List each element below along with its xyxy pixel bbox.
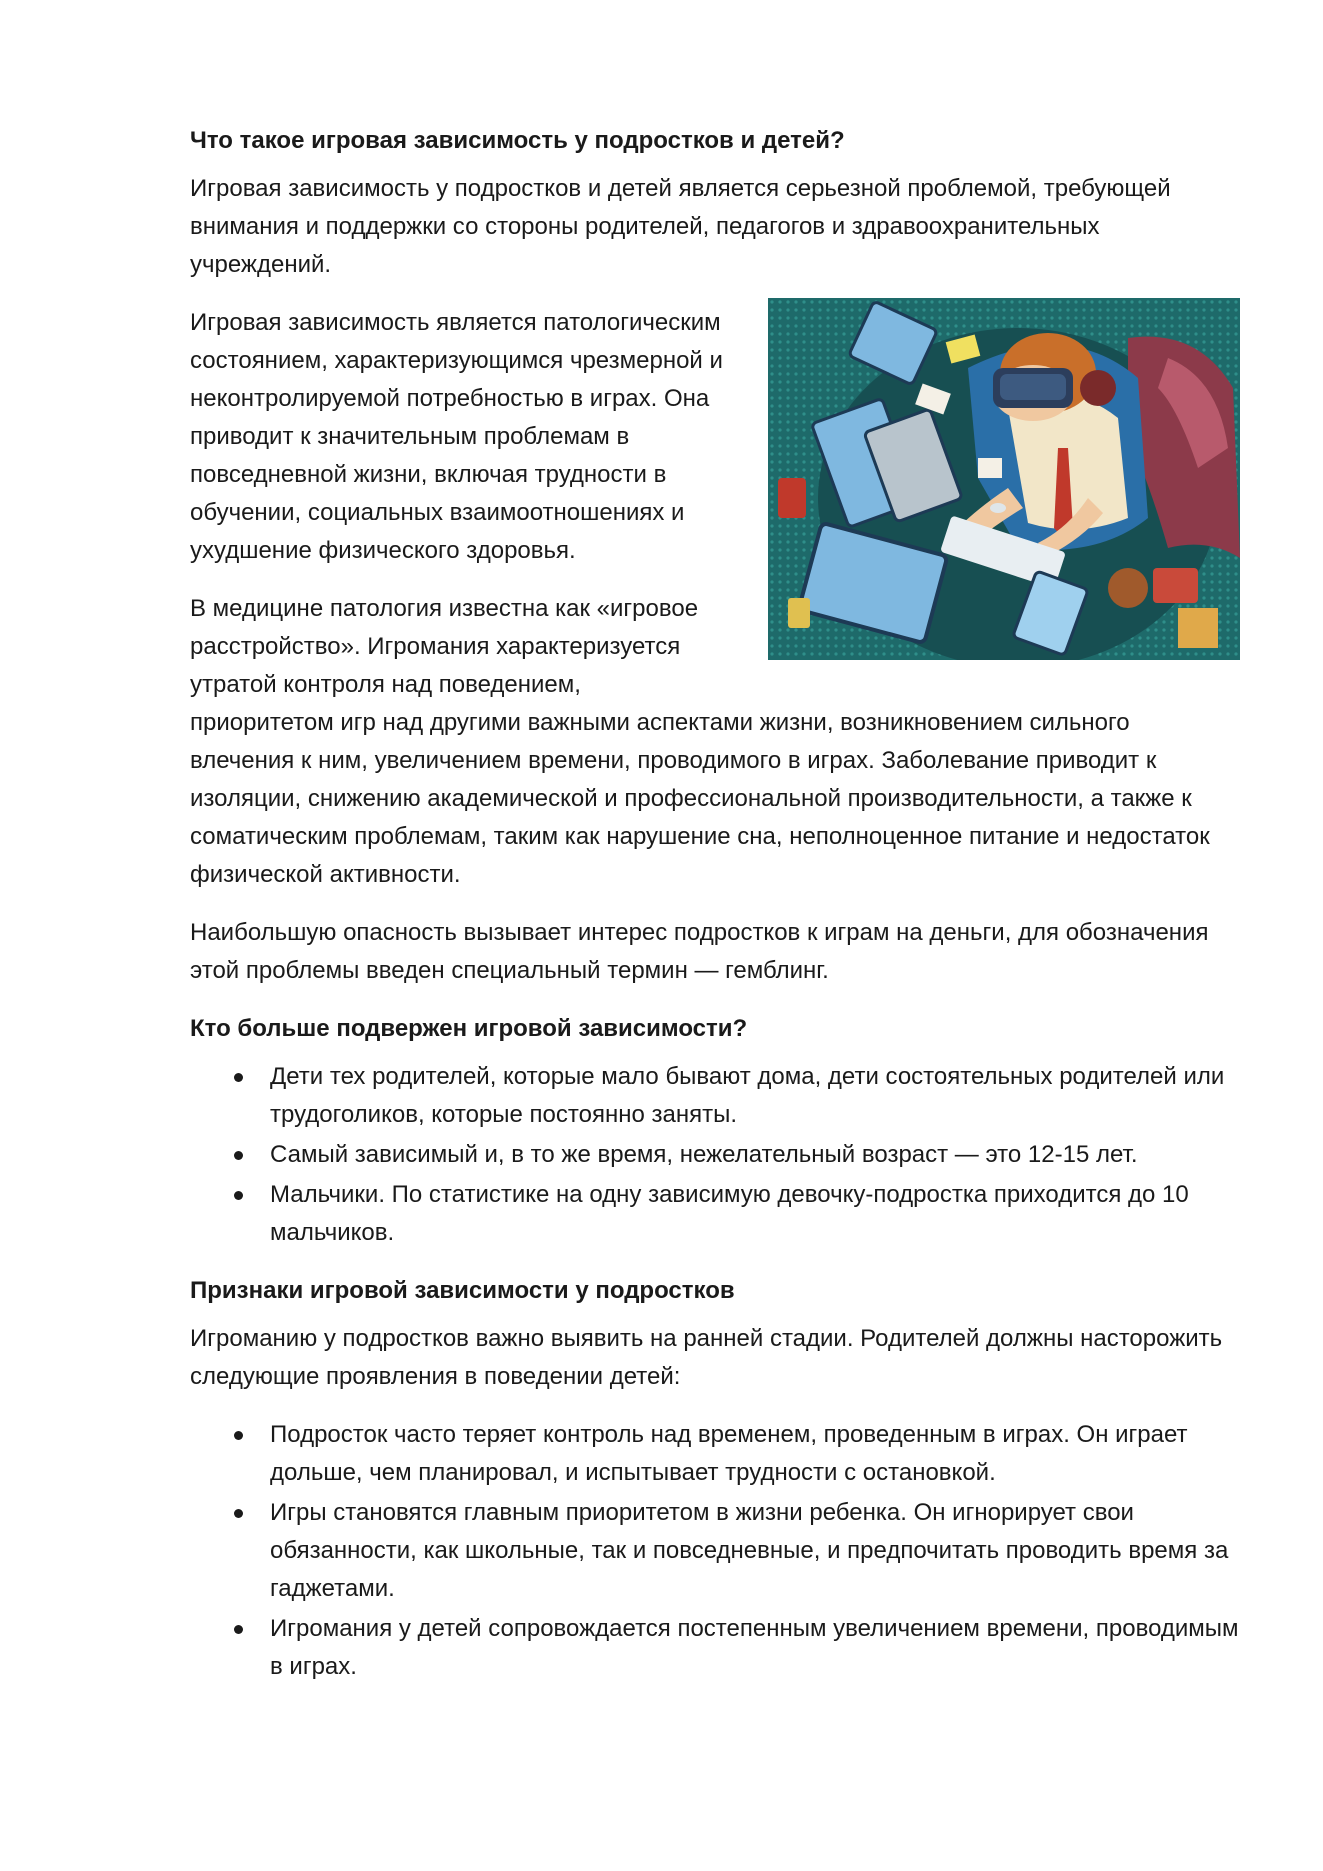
signs-list [190,1416,1240,1686]
section-title-signs: Признаки игровой зависимости у подростков [190,1277,735,1304]
section-title-who-is-prone: Кто больше подвержен игровой зависимости? [190,1015,748,1042]
gamer-illustration [768,298,1240,660]
list-item: Дети тех родителей, которые мало бывают дома, дети состоятельных родителей или трудоголиков, которые постоянно заняты. [190,1058,1240,1134]
section-title-what-is: Что такое игровая зависимость у подростков и детей? [190,127,845,154]
document-content [190,122,1240,1706]
paragraph-signs-intro: Игроманию у подростков важно выявить на ранней стадии. Родителей должны насторожить следующие проявления в поведении детей: [190,1325,1223,1390]
list-item: Мальчики. По статистике на одну зависимую девочку-подростка приходится до 10 мальчиков. [190,1176,1240,1252]
paragraph-medicine: В медицине патология известна как «игровое расстройство». Игромания характеризуется утратой контроля над поведением, приоритетом игр над другими важными аспектами жизни, возникновением сильного влечения к ним, увеличением времени, проводимого в играх. Заболевание приводит к изоляции, снижению академической и профессиональной производительности, а также к соматическим проблемам, таким как нарушение сна, неполноценное питание и недостаток физической активности. [190,595,1210,888]
list-item: Игры становятся главным приоритетом в жизни ребенка. Он игнорирует свои обязанности, как школьные, так и повседневные, и предпочитать проводить время за гаджетами. [190,1494,1240,1608]
paragraph-intro: Игровая зависимость у подростков и детей является серьезной проблемой, требующей внимания и поддержки со стороны родителей, педагогов и здравоохранительных учреждений. [190,175,1171,278]
list-item: Подросток часто теряет контроль над временем, проведенным в играх. Он играет дольше, чем планировал, и испытывает трудности с остановкой. [190,1416,1240,1492]
list-item: Самый зависимый и, в то же время, нежелательный возраст — это 12-15 лет. [190,1136,1240,1174]
risk-groups-list [190,1058,1240,1252]
paragraph-definition: Игровая зависимость является патологическим состоянием, характеризующимся чрезмерной и неконтролируемой потребностью в играх. Она приводит к значительным проблемам в повседневной жизни, включая трудности в обучении, социальных взаимоотношениях и ухудшение физического здоровья. [190,309,723,564]
paragraph-gambling: Наибольшую опасность вызывает интерес подростков к играм на деньги, для обозначения этой проблемы введен специальный термин — гемблинг. [190,919,1209,984]
list-item: Игромания у детей сопровождается постепенным увеличением времени, проводимым в играх. [190,1610,1240,1686]
